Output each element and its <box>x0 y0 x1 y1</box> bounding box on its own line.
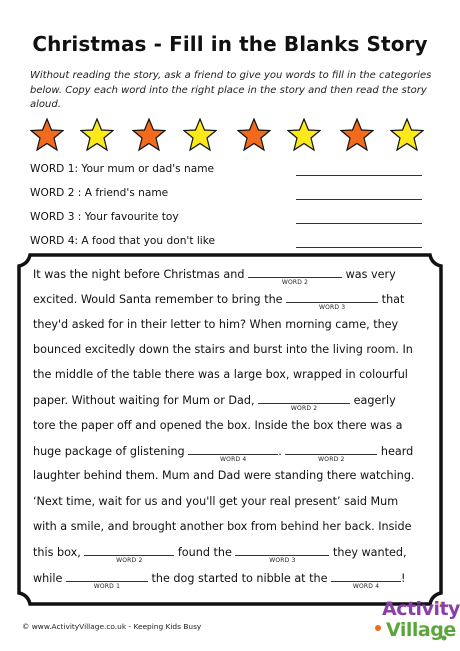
blank-word-2[interactable]: WORD 2 <box>248 266 342 278</box>
story-line: while WORD 1 the dog started to nibble at the WORD 4 ! <box>33 571 406 590</box>
story-text <box>33 266 428 595</box>
story-line: this box, WORD 2 found the WORD 3 they wanted, <box>33 546 407 565</box>
word-4-label: WORD 4: A food that you don't like <box>30 235 216 247</box>
blank-word-3[interactable]: WORD 3 <box>286 291 378 303</box>
page-title: Christmas - Fill in the Blanks Story <box>32 32 428 56</box>
blank-word-1[interactable]: WORD 1 <box>66 570 148 582</box>
word-1-label: WORD 1: Your mum or dad's name <box>30 163 215 175</box>
story-line: with a smile, and brought another box from behind her back. Inside <box>33 519 412 533</box>
story-line: bounced excitedly down the stairs and burst into the living room. In <box>33 342 413 356</box>
story-line: excited. Would Santa remember to bring the WORD 3 that <box>33 293 405 312</box>
story-line: huge package of glistening WORD 4 . WORD 2 heard <box>33 445 414 464</box>
story-line: paper. Without waiting for Mum or Dad, WORD 2 eagerly <box>33 394 396 413</box>
story-line: the middle of the table there was a large box, wrapped in colourful <box>33 368 408 382</box>
copyright-footer: © www.ActivityVillage.co.uk - Keeping Kids Busy <box>22 622 202 631</box>
story-line: tore the paper off and opened the box. Inside the box there was a <box>33 418 403 432</box>
story-line: they'd asked for in their letter to him? When morning came, they <box>33 317 399 331</box>
blank-word-2[interactable]: WORD 2 <box>258 392 350 404</box>
blank-word-4[interactable]: WORD 4 <box>331 570 401 582</box>
story-line: It was the night before Christmas and WORD 2 was very <box>33 268 396 286</box>
logo-word-village: Village <box>386 619 456 641</box>
story-line: ‘Next time, wait for us and you'll get your real present’ said Mum <box>33 494 399 508</box>
word-2-label: WORD 2 : A friend's name <box>30 187 169 199</box>
story-line: laughter behind them. Mum and Dad were standing there watching. <box>33 469 415 483</box>
word-3-label: WORD 3 : Your favourite toy <box>30 211 179 223</box>
logo-word-activity: Activity <box>382 598 460 620</box>
blank-word-4[interactable]: WORD 4 <box>188 443 278 455</box>
instructions: Without reading the story, ask a friend to give you words to fill in the categories below. Copy each word into the right place in the story and then read the story aloud. <box>30 70 432 111</box>
activity-village-logo <box>370 598 460 646</box>
blank-word-2[interactable]: WORD 2 <box>84 544 174 556</box>
blank-word-2[interactable]: WORD 2 <box>285 443 377 455</box>
blank-word-3[interactable]: WORD 3 <box>235 544 329 556</box>
